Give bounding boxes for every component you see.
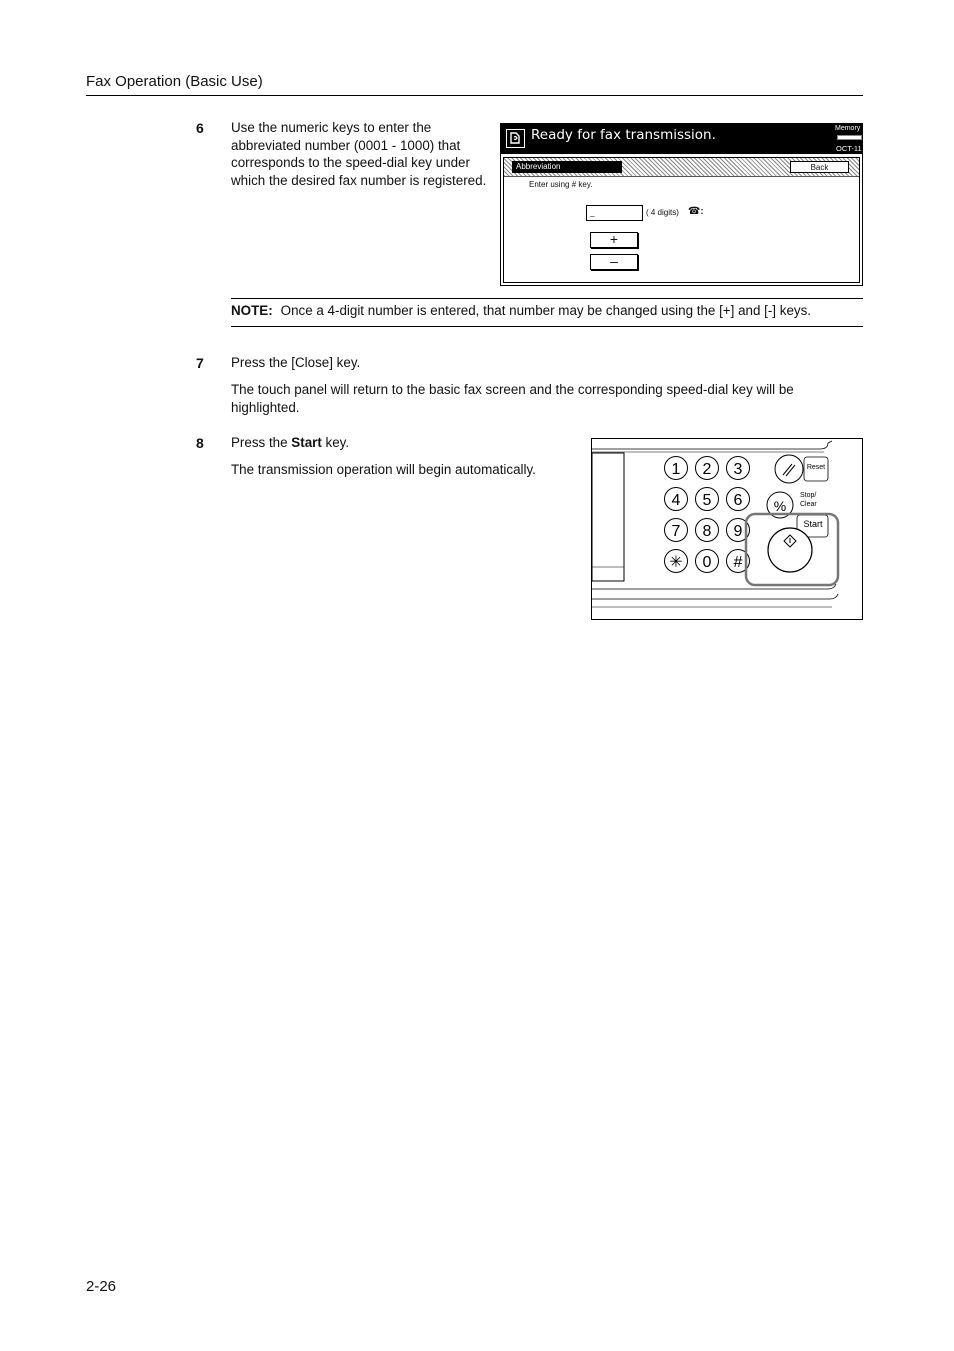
step-8-description: The transmission operation will begin automatically. bbox=[231, 462, 536, 477]
stop-label-1: Stop/ bbox=[800, 492, 817, 499]
step-6-text: Use the numeric keys to enter the abbreviated number (0001 - 1000) that corresponds to the speed-dial key under which the desired fax number is registered. bbox=[231, 120, 487, 188]
step-8-text-after: key. bbox=[321, 435, 350, 450]
note-label: NOTE: bbox=[231, 303, 273, 318]
page-number: 2-26 bbox=[86, 1278, 117, 1295]
key-8-label: 9 bbox=[733, 523, 743, 540]
step-7-number: 7 bbox=[196, 355, 204, 371]
stop-clear-icon: % bbox=[773, 498, 787, 514]
step-8-start-word: Start bbox=[291, 435, 322, 450]
instruction-text: Enter using # key. bbox=[529, 180, 593, 189]
keypad-illustration bbox=[591, 438, 863, 620]
stop-label-2: Clear bbox=[800, 501, 817, 508]
fax-icon bbox=[506, 129, 525, 148]
step-8-text bbox=[231, 434, 349, 452]
key-7-label: 8 bbox=[702, 523, 712, 540]
note-bottom-rule bbox=[231, 326, 863, 327]
key-5-label: 6 bbox=[733, 492, 743, 509]
key-6-label: 7 bbox=[671, 523, 681, 540]
reset-label: Reset bbox=[806, 464, 826, 471]
key-2-label: 3 bbox=[733, 461, 743, 478]
note bbox=[231, 303, 811, 318]
tab-abbreviation[interactable]: Abbreviation bbox=[512, 161, 622, 173]
note-text: Once a 4-digit number is entered, that number may be changed using the [+] and [-] keys. bbox=[280, 303, 812, 318]
date-label: OCT-11 bbox=[836, 144, 862, 153]
digits-hint: ( 4 digits) bbox=[646, 208, 679, 217]
plus-button[interactable]: + bbox=[590, 232, 638, 248]
page-header-title: Fax Operation (Basic Use) bbox=[86, 73, 263, 90]
memory-label: Memory bbox=[835, 125, 861, 132]
phone-icon: ☎ bbox=[688, 206, 701, 217]
fax-panel-tab-row bbox=[504, 158, 859, 177]
step-7-text: Press the [Close] key. bbox=[231, 355, 361, 370]
key-4-label: 5 bbox=[702, 492, 712, 509]
numeric-keys bbox=[665, 457, 750, 573]
back-button[interactable]: Back bbox=[790, 161, 849, 173]
minus-button[interactable]: – bbox=[590, 254, 638, 270]
note-top-rule bbox=[231, 298, 863, 299]
phone-number-display bbox=[688, 206, 703, 217]
key-11-label: # bbox=[733, 554, 743, 571]
step-6-number: 6 bbox=[196, 120, 204, 136]
fax-status-text: Ready for fax transmission. bbox=[531, 127, 716, 143]
start-label: Start bbox=[803, 519, 823, 529]
header-rule bbox=[86, 95, 863, 96]
step-8-number: 8 bbox=[196, 435, 204, 451]
fax-panel-status-bar bbox=[501, 124, 862, 154]
fax-panel-body bbox=[503, 157, 860, 283]
step-8-text-before: Press the bbox=[231, 435, 292, 450]
fax-panel-screenshot bbox=[500, 123, 863, 286]
phone-suffix: : bbox=[700, 206, 704, 216]
abbreviation-number-input[interactable]: _ bbox=[586, 205, 643, 221]
step-7-description: The touch panel will return to the basic fax screen and the corresponding speed-dial key will be highlighted. bbox=[231, 382, 794, 415]
key-3-label: 4 bbox=[671, 492, 681, 509]
reset-key[interactable] bbox=[775, 455, 828, 483]
key-9-label: ✳ bbox=[669, 554, 683, 571]
key-10-label: 0 bbox=[702, 554, 712, 571]
memory-gauge bbox=[837, 135, 862, 140]
key-1-label: 2 bbox=[702, 461, 712, 478]
key-0-label: 1 bbox=[671, 461, 681, 478]
start-key[interactable] bbox=[768, 515, 828, 572]
